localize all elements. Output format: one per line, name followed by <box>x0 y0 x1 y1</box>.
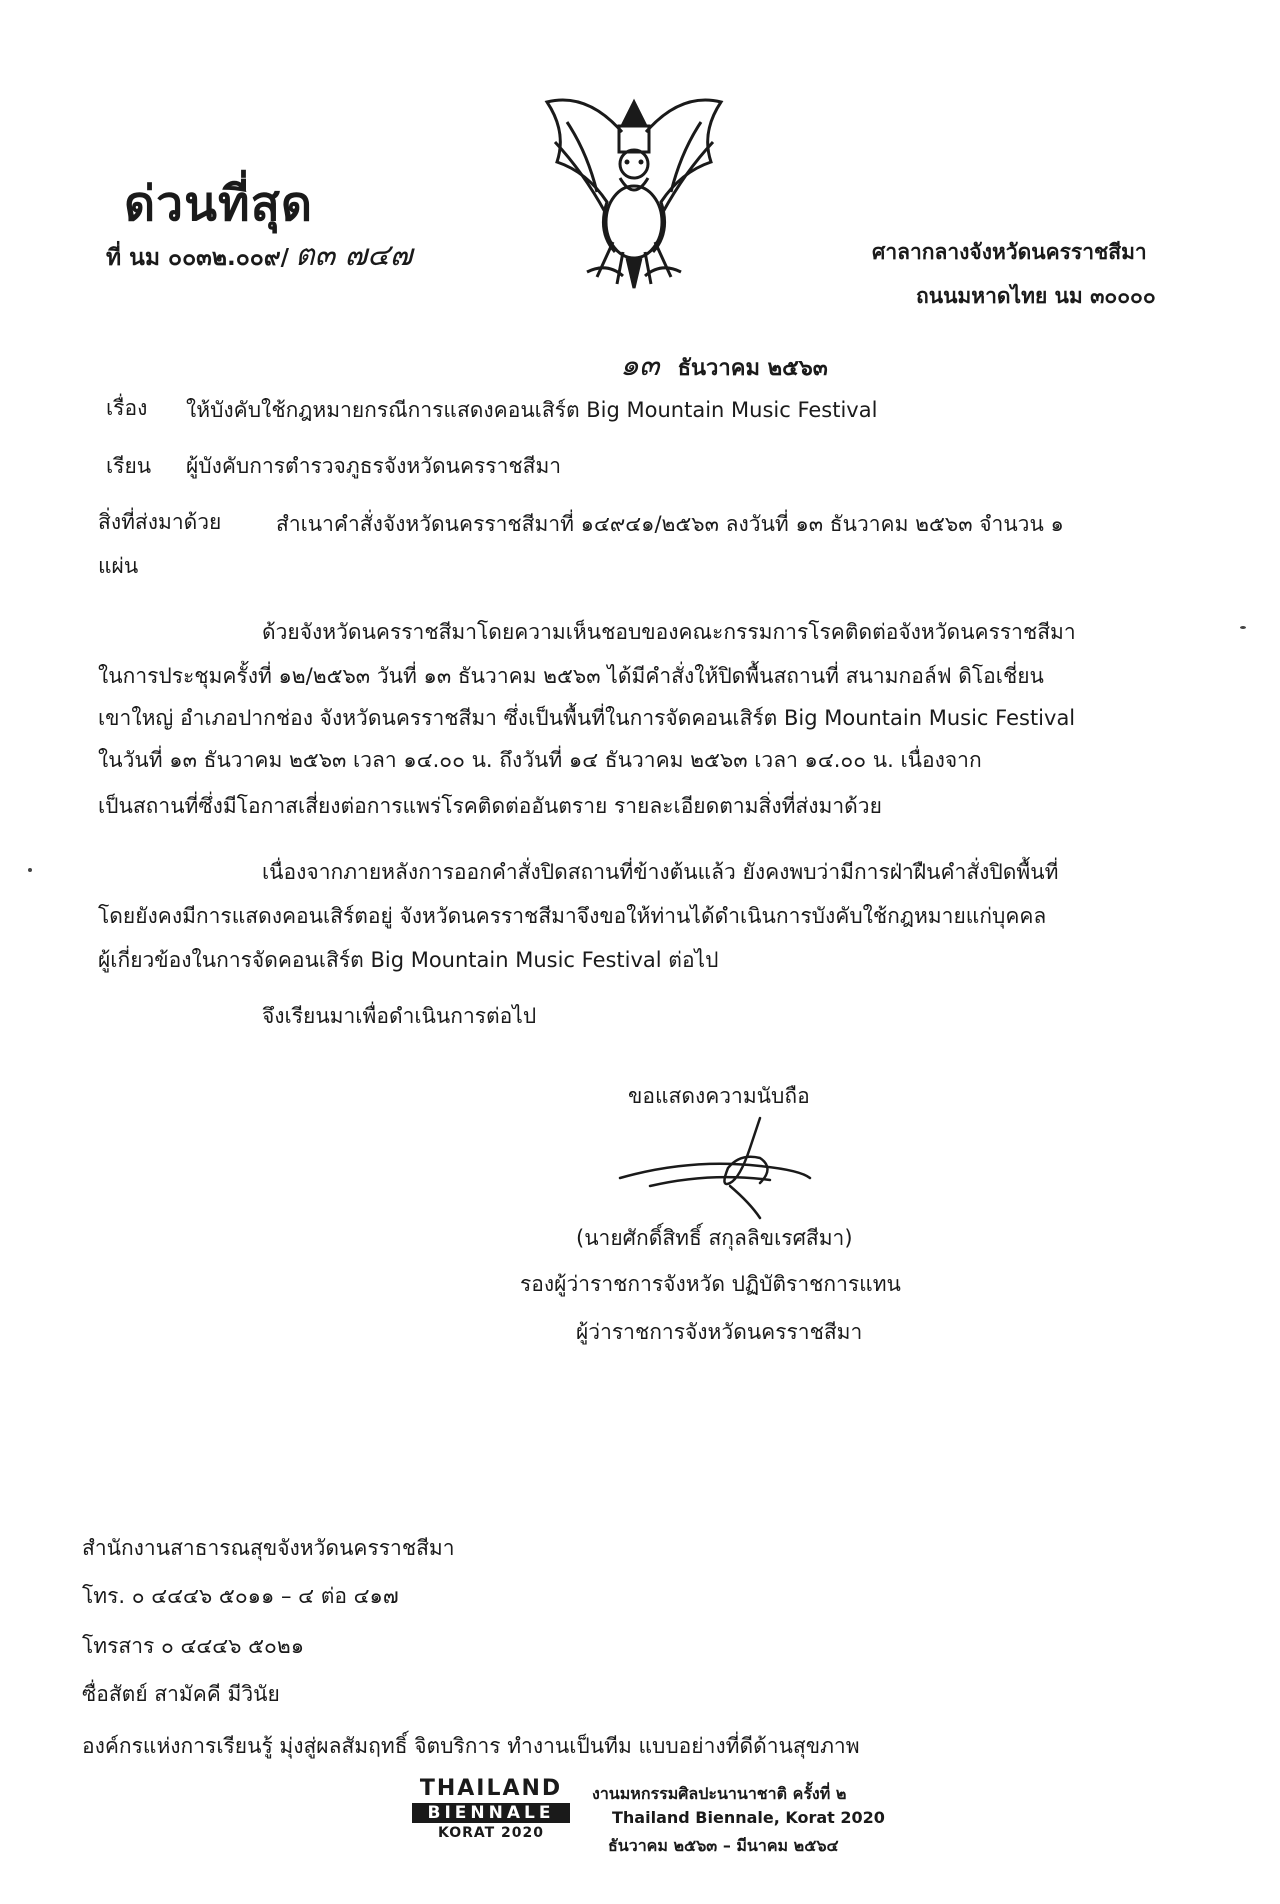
office-name: ศาลากลางจังหวัดนครราชสีมา <box>872 240 1147 264</box>
subject-text: ให้บังคับใช้กฎหมายกรณีการแสดงคอนเสิร์ต Big Mountain Music Festival <box>186 398 878 422</box>
biennale-text-1: งานมหกรรมศิลปะนานาชาติ ครั้งที่ ๒ <box>592 1784 847 1803</box>
subject-label: เรื่อง <box>106 396 148 420</box>
closing-line: จึงเรียนมาเพื่อดำเนินการต่อไป <box>262 1004 537 1028</box>
para1-line: ในวันที่ ๑๓ ธันวาคม ๒๕๖๓ เวลา ๑๔.๐๐ น. ถึงวันที่ ๑๔ ธันวาคม ๒๕๖๓ เวลา ๑๔.๐๐ น. เนื่องจาก <box>98 748 982 772</box>
footer-fax: โทรสาร ๐ ๔๔๔๖ ๕๐๒๑ <box>82 1634 305 1658</box>
document-number-handwritten: ต๓ ๗๔๗ <box>295 238 413 273</box>
regards-text: ขอแสดงความนับถือ <box>628 1084 810 1108</box>
date-month-year: ธันวาคม ๒๕๖๓ <box>677 356 828 381</box>
scan-speck <box>1240 626 1246 629</box>
para1-line: ในการประชุมครั้งที่ ๑๒/๒๕๖๓ วันที่ ๑๓ ธันวาคม ๒๕๖๓ ได้มีคำสั่งให้ปิดพื้นสถานที่ สนามกอล์ฟ ดิโอเชี่ยน <box>98 664 1044 688</box>
signatory-position-2: ผู้ว่าราชการจังหวัดนครราชสีมา <box>576 1320 863 1344</box>
biennale-text-3: ธันวาคม ๒๕๖๓ – มีนาคม ๒๕๖๔ <box>608 1836 839 1855</box>
footer-phone: โทร. ๐ ๔๔๔๖ ๕๐๑๑ – ๔ ต่อ ๔๑๗ <box>82 1584 399 1608</box>
office-address: ถนนมหาดไทย นม ๓๐๐๐๐ <box>916 284 1156 308</box>
logo-line-2: BIENNALE <box>412 1803 570 1823</box>
date-day-handwritten: ๑๓ <box>620 348 660 383</box>
logo-line-3: KORAT 2020 <box>437 1825 545 1841</box>
enclosure-label: สิ่งที่ส่งมาด้วย <box>98 510 222 534</box>
handwritten-signature <box>610 1108 850 1238</box>
para1-line: เขาใหญ่ อำเภอปากช่อง จังหวัดนครราชสีมา ซึ่งเป็นพื้นที่ในการจัดคอนเสิร์ต Big Mountain Music Festival <box>98 706 1076 730</box>
para2-line: เนื่องจากภายหลังการออกคำสั่งปิดสถานที่ข้างต้นแล้ว ยังคงพบว่ามีการฝ่าฝืนคำสั่งปิดพื้นที่ <box>262 860 1059 884</box>
para1-line: เป็นสถานที่ซึ่งมีโอกาสเสี่ยงต่อการแพร่โรคติดต่ออันตราย รายละเอียดตามสิ่งที่ส่งมาด้วย <box>98 794 882 818</box>
biennale-text-2: Thailand Biennale, Korat 2020 <box>612 1808 885 1827</box>
scan-speck <box>28 868 32 872</box>
document-number-printed: ที่ นม ๐๐๓๒.๐๐๙/ <box>106 245 290 271</box>
para2-line: โดยยังคงมีการแสดงคอนเสิร์ตอยู่ จังหวัดนครราชสีมาจึงขอให้ท่านได้ดำเนินการบังคับใช้กฎหมายแก่บุคคล <box>98 904 1047 928</box>
footer-slogan: องค์กรแห่งการเรียนรู้ มุ่งสู่ผลสัมฤทธิ์ จิตบริการ ทำงานเป็นทีม แบบอย่างที่ดีด้านสุขภาพ <box>82 1734 860 1758</box>
para1-line: ด้วยจังหวัดนครราชสีมาโดยความเห็นชอบของคณะกรรมการโรคติดต่อจังหวัดนครราชสีมา <box>262 620 1076 644</box>
footer-agency: สำนักงานสาธารณสุขจังหวัดนครราชสีมา <box>82 1536 455 1560</box>
logo-line-1: THAILAND <box>419 1776 563 1801</box>
para2-line: ผู้เกี่ยวข้องในการจัดคอนเสิร์ต Big Mountain Music Festival ต่อไป <box>98 948 719 972</box>
recipient-text: ผู้บังคับการตำรวจภูธรจังหวัดนครราชสีมา <box>186 454 562 478</box>
signatory-name: (นายศักดิ์สิทธิ์ สกุลลิขเรศสีมา) <box>576 1226 853 1250</box>
thailand-biennale-logo <box>412 1776 570 1841</box>
urgency-stamp: ด่วนที่สุด <box>124 176 314 232</box>
footer-values: ซื่อสัตย์ สามัคคี มีวินัย <box>82 1682 280 1706</box>
enclosure-text: สำเนาคำสั่งจังหวัดนครราชสีมาที่ ๑๔๙๔๑/๒๕๖๓ ลงวันที่ ๑๓ ธันวาคม ๒๕๖๓ จำนวน ๑ <box>276 512 1064 536</box>
document-number <box>106 232 412 279</box>
signatory-position-1: รองผู้ว่าราชการจังหวัด ปฏิบัติราชการแทน <box>520 1272 901 1296</box>
recipient-label: เรียน <box>106 454 152 478</box>
document-date <box>620 342 828 389</box>
garuda-emblem-icon <box>527 92 741 292</box>
enclosure-text-cont: แผ่น <box>98 554 139 578</box>
